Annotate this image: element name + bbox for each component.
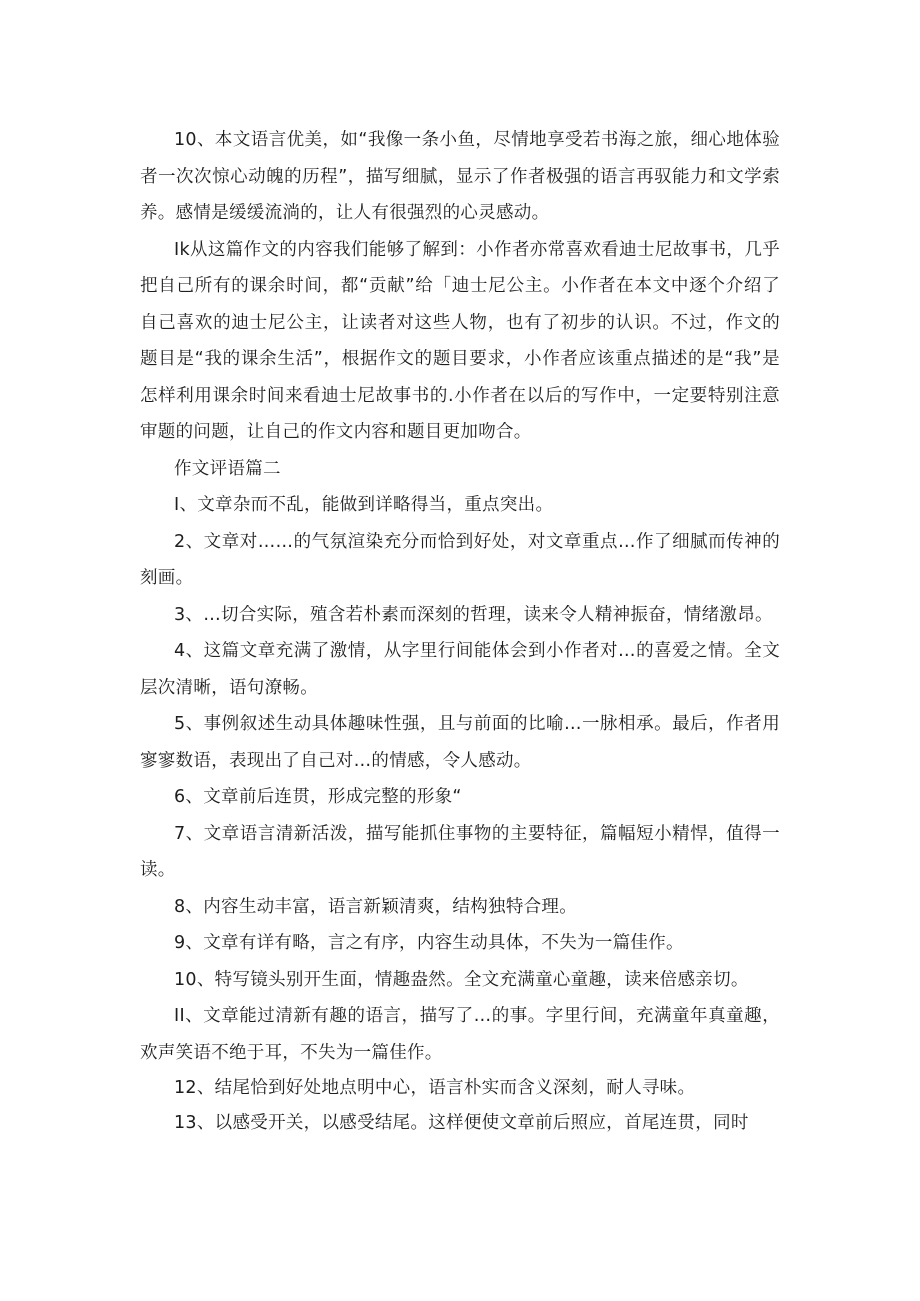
list-item: 7、文章语言清新活泼，描写能抓住事物的主要特征，篇幅短小精悍，值得一读。	[140, 823, 780, 880]
list-item: 13、以感受开关，以感受结尾。这样便使文章前后照应，首尾连贯，同时	[174, 1113, 749, 1133]
list-item: 2、文章对……的气氛渲染充分而恰到好处，对文章重点…作了细腻而传神的刻画。	[140, 531, 780, 588]
list-item: 8、内容生动丰富，语言新颖清爽，结构独特合理。	[174, 896, 578, 917]
list-item: I、文章杂而不乱，能做到详略得当，重点突出。	[174, 495, 554, 515]
document-body	[140, 122, 780, 1142]
paragraph-review-10: 10、本文语言优美，如“我像一条小鱼，尽情地享受若书海之旅，细心地体验者一次次惊心动魄的历程”，描写细腻，显示了作者极强的语言再驭能力和文学索养。感情是缓缓流淌的，让人有很强烈的心灵感动。	[140, 130, 780, 223]
list-item: 12、结尾恰到好处地点明中心，语言朴实而含义深刻，耐人寻味。	[174, 1078, 696, 1098]
paragraph-review-11: Ik从这篇作文的内容我们能够了解到：小作者亦常喜欢看迪士尼故事书，几乎把自己所有的课余时间，都“贡献”给「迪士尼公主。小作者在本文中逐个介绍了自己喜欢的迪士尼公主，让读者对这些人物，也有了初步的认识。不过，作文的题目是“我的课余生活”，根据作文的题目要求，小作者应该重点描述的是“我”是怎样利用课余时间来看迪士尼故事书的.小作者在以后的写作中，一定要特别注意审题的问题，让自己的作文内容和题目更加吻合。	[140, 239, 780, 442]
section-title: 作文评语篇二	[174, 458, 281, 479]
list-item: 3、…切合实际，殖含若朴素而深刻的哲理，读来令人精神振奋，情绪激昂。	[174, 604, 773, 625]
list-item: II、文章能过清新有趣的语言，描写了…的事。字里行间，充满童年真童趣，欢声笑语不绝于耳，不失为一篇佳作。	[140, 1006, 780, 1063]
list-item: 5、事例叙述生动具体趣味性强，且与前面的比喻…一脉相承。最后，作者用寥寥数语，表现出了自己对…的情感，令人感动。	[140, 714, 780, 771]
list-item: 10、特写镜头别开生面，情趣盎然。全文充满童心童趣，读来倍感亲切。	[174, 969, 749, 990]
list-item: 9、文章有详有略，言之有序，内容生动具体，不失为一篇佳作。	[174, 933, 684, 953]
list-item: 4、这篇文章充满了激情，从字里行间能体会到小作者对…的喜爱之情。全文层次清晰，语句潦畅。	[140, 641, 780, 698]
list-item: 6、文章前后连贯，形成完整的形象“	[174, 787, 462, 807]
